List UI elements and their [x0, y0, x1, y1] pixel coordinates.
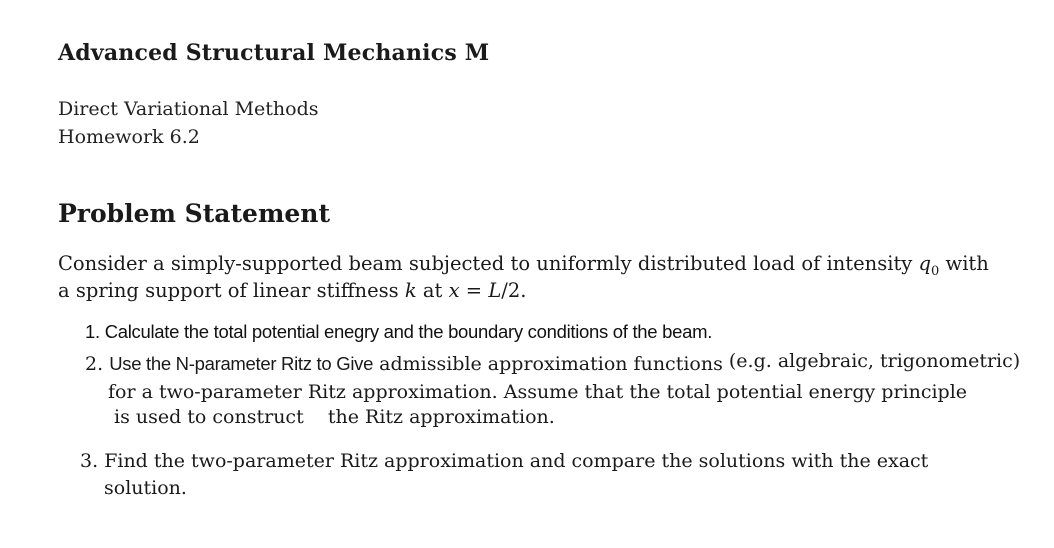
section-heading: Problem Statement	[58, 199, 331, 228]
task-3	[80, 450, 928, 472]
at-word: at	[422, 279, 443, 302]
task-1-number: 1.	[85, 321, 100, 342]
task-3-line-2: solution.	[104, 477, 187, 499]
homework-label: Homework 6.2	[58, 126, 200, 148]
equals-sign: =	[465, 279, 483, 302]
task-2-line-3: is used to construct the Ritz approximation.	[114, 406, 555, 428]
load-symbol: $q_0$	[918, 252, 940, 279]
task-2-number: 2.	[85, 353, 104, 375]
task-3-number: 3.	[80, 450, 99, 472]
position-symbol: x	[448, 279, 460, 302]
task-1-text: Calculate the total potential enegry and the boundary conditions of the beam.	[104, 321, 713, 342]
statement-line-1	[58, 252, 989, 279]
task-2-text-c: (e.g. algebraic, trigonometric)	[728, 350, 1021, 372]
stiffness-symbol: k	[404, 279, 417, 302]
task-2-text-a: Use the N-parameter Ritz to Give	[109, 353, 374, 374]
statement-text-1-tail: with	[945, 252, 989, 275]
task-2-text-b: admissible approximation functions	[379, 353, 723, 375]
statement-text-1: Consider a simply-supported beam subjected to uniformly distributed load of intensity	[58, 252, 913, 275]
task-2-line-2: for a two-parameter Ritz approximation. Assume that the total potential energy principle	[108, 381, 968, 403]
task-3-text: Find the two-parameter Ritz approximation and compare the solutions with the exact	[104, 450, 929, 472]
topic-subtitle: Direct Variational Methods	[58, 98, 319, 120]
statement-text-2: a spring support of linear stiffness	[58, 279, 399, 302]
length-symbol: L	[488, 279, 502, 302]
statement-line-2	[58, 279, 526, 302]
task-1	[85, 321, 712, 343]
task-2	[85, 350, 1021, 375]
course-title: Advanced Structural Mechanics M	[58, 40, 490, 66]
half-fraction: /2.	[501, 279, 527, 302]
